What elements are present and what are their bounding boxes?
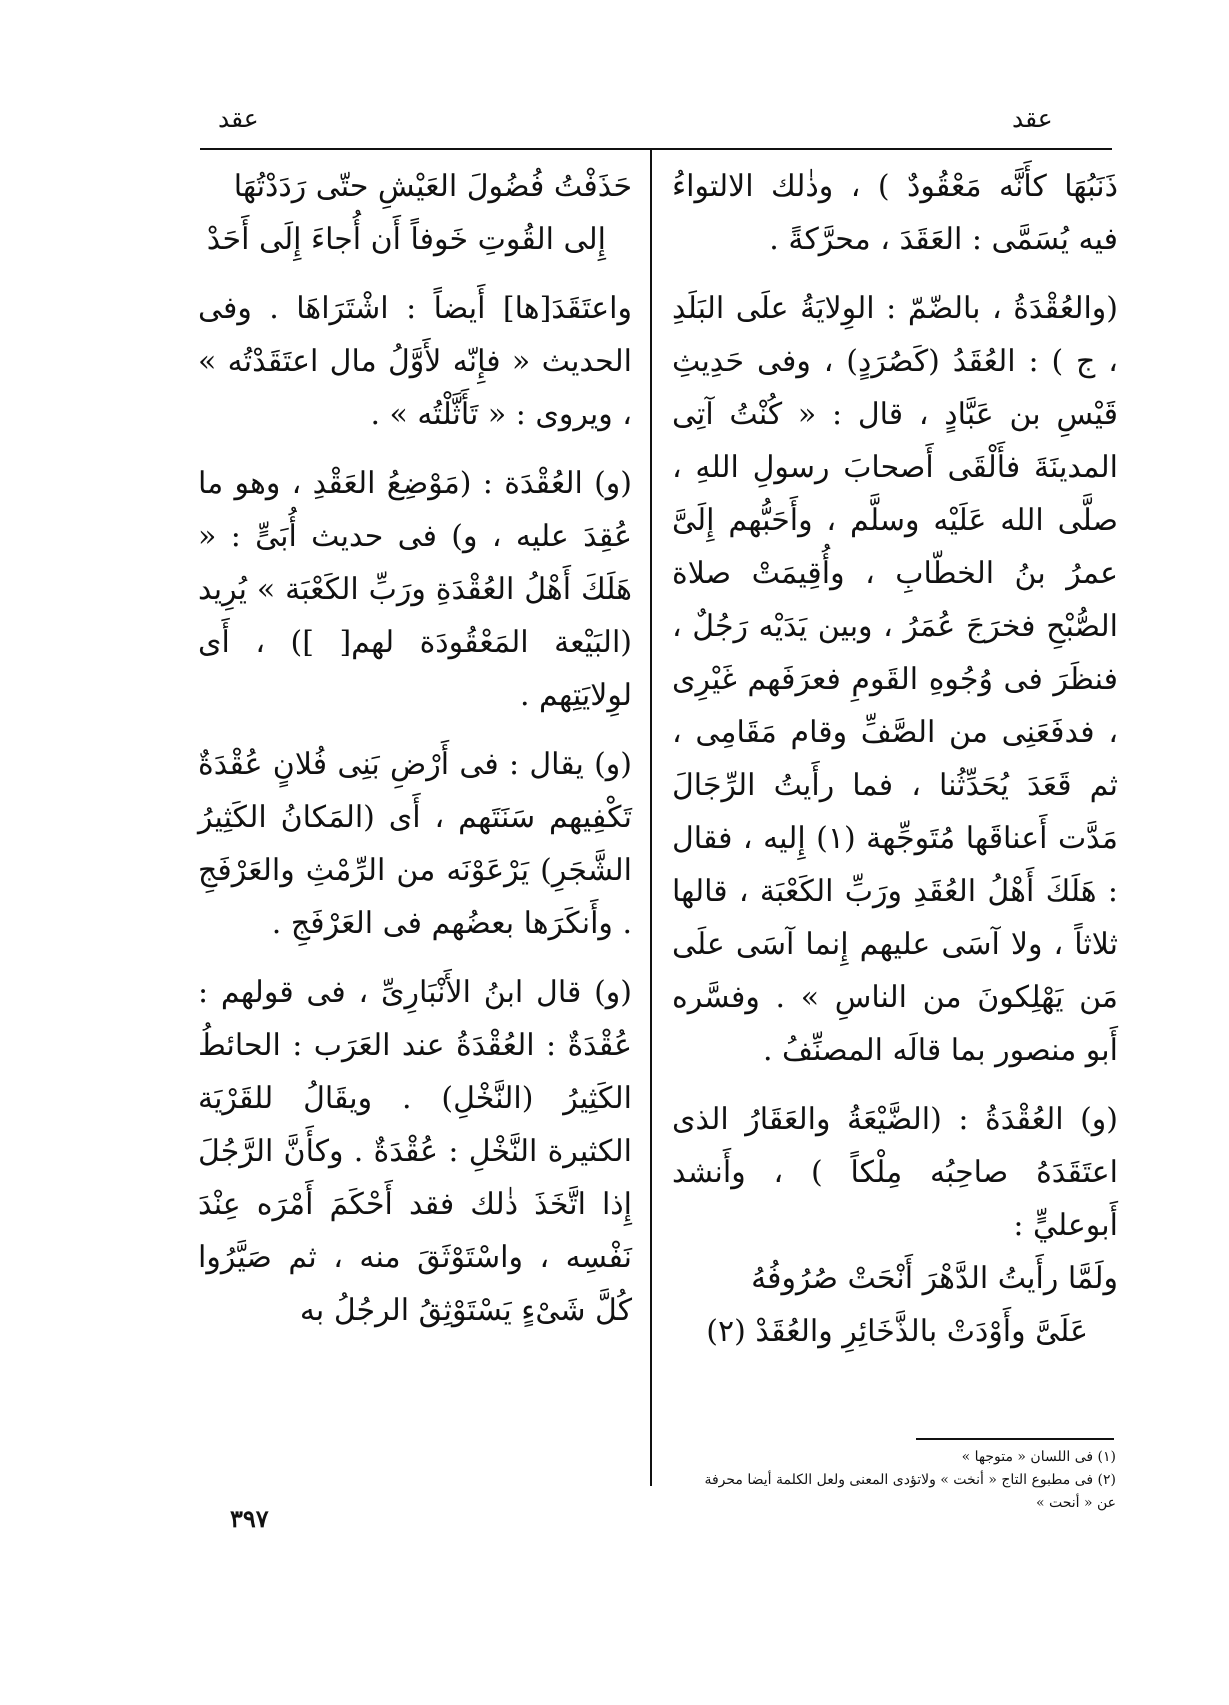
entry-paragraph: (والعُقْدَةُ ، بالضّمّ : الوِلايَةُ علَى البَلَدِ ، ج ) : العُقَدُ (كَصُرَدٍ) ، وفى حَدِيثِ قَيْسِ بن عَبَّادٍ ، قال : « كُنْتُ آتِى المدينَةَ فأَلْقَى أَصحابَ رسولِ اللهِ ، صلَّى الله عَلَيْه وسلَّم ، وأَحَبُّهم إِلَىَّ عمرُ بنُ الخطّابِ ، وأُقِيمَتْ صلاة الصُّبْحِ فخرَجَ عُمَرُ ، وبين يَدَيْه رَجُلٌ ، فنظَرَ فى وُجُوهِ القَومِ فعرَفَهم غَيْرِى ، فدفَعَنِى من الصَّفِّ وقام مَقَامِى ، ثم قَعَدَ يُحَدِّثُنا ، فما رأَيتُ الرِّجَالَ مَدَّت أَعناقَها مُتَوجِّهة (١) إِليه ، فقال : هَلَكَ أَهْلُ العُقَدِ ورَبِّ الكَعْبَة ، قالها ثلاثاً ، ولا آسَى عليهم إِنما آسَى علَى مَن يَهْلِكونَ من الناسِ » . وفسَّره أَبو منصور بما قالَه المصنِّفُ . xyxy=(672,291,1118,1068)
header-rule xyxy=(200,148,1112,150)
column-divider xyxy=(650,148,652,1486)
entry-paragraph: (و) العُقْدَةُ : (الضَّيْعَةُ والعَقَارُ الذى اعتَقَدَهُ صاحِبُه مِلْكاً ) ، وأَنشد أَبوعليٍّ : xyxy=(672,1102,1118,1243)
verse-line: عَلَىَّ وأَوْدَتْ بالذَّخَائِرِ والعُقَدْ (٢) xyxy=(706,1314,1088,1349)
footnotes xyxy=(690,1446,1116,1515)
verse-line: حَذَفْتُ فُضُولَ العَيْشِ حتّى رَدَدْتُهَا xyxy=(233,169,632,204)
headword-left: عقد xyxy=(218,104,259,133)
entry-paragraph: واعتَقَدَ[ها] أَيضاً : اشْتَرَاهَا . وفى الحديث « فإِنّه لأَوَّلُ مال اعتَقَدْتُه » ، ويروى : « تَأَثَّلْتُه » . xyxy=(198,291,632,432)
right-column xyxy=(672,160,1118,1358)
page-number: ٣٩٧ xyxy=(230,1504,269,1533)
entry-paragraph: (و) العُقْدَة : (مَوْضِعُ العَقْدِ ، وهو ما عُقِدَ عليه ، و) فى حديث أُبَىٍّ : « هَلَكَ أَهْلُ العُقْدَةِ ورَبِّ الكَعْبَة » يُرِيد (البَيْعة المَعْقُودَة لهم[ ]) ، أَى لوِلايَتِهم . xyxy=(198,466,632,713)
verse-line: إِلى القُوتِ خَوفاً أَن أُجاءَ إِلَى أَحَدْ xyxy=(206,222,606,257)
footnote: (٢) فى مطبوع التاج « أنخت » ولاتؤدى المعنى ولعل الكلمة أيضا محرفة عن « أنحت » xyxy=(704,1472,1116,1511)
footnote: (١) فى اللسان « متوجها » xyxy=(961,1449,1116,1465)
entry-paragraph: ذَنَبُهَا كأَنَّه مَعْقُودٌ ) ، وذٰلك الالتواءُ فيه يُسَمَّى : العَقَدَ ، محرَّكةً . xyxy=(672,169,1118,257)
left-column xyxy=(198,160,632,1353)
headword-right: عقد xyxy=(1012,104,1053,133)
footnote-rule xyxy=(916,1438,1114,1440)
entry-paragraph: (و) يقال : فى أَرْضِ بَنِى فُلانٍ عُقْدَةٌ تَكْفِيهم سَنَتَهم ، أَى (المَكانُ الكَثِيرُ الشَّجَرِ) يَرْعَوْنَه من الرِّمْثِ والعَرْفَجِ . وأَنكَرَها بعضُهم فى العَرْفَجِ . xyxy=(198,747,632,941)
verse-line: ولَمَّا رأَيتُ الدَّهْرَ أَنْحَتْ صُرُوفُهُ xyxy=(751,1261,1118,1296)
entry-paragraph: (و) قال ابنُ الأَنْبَارِىِّ ، فى قولهم : عُقْدَةٌ : العُقْدَةُ عند العَرَب : الحائطُ الكَثِيرُ (النَّخْلِ) . ويقَالُ للقَرْيَة الكثيرة النَّخْلِ : عُقْدَةٌ . وكأَنَّ الرَّجُلَ إِذا اتَّخَذَ ذٰلك فقد أَحْكَمَ أَمْرَه عِنْدَ نَفْسِه ، واسْتَوْثَقَ منه ، ثم صَيَّرُوا كُلَّ شَىْءٍ يَسْتَوْثِقُ الرجُلُ به xyxy=(198,975,632,1328)
